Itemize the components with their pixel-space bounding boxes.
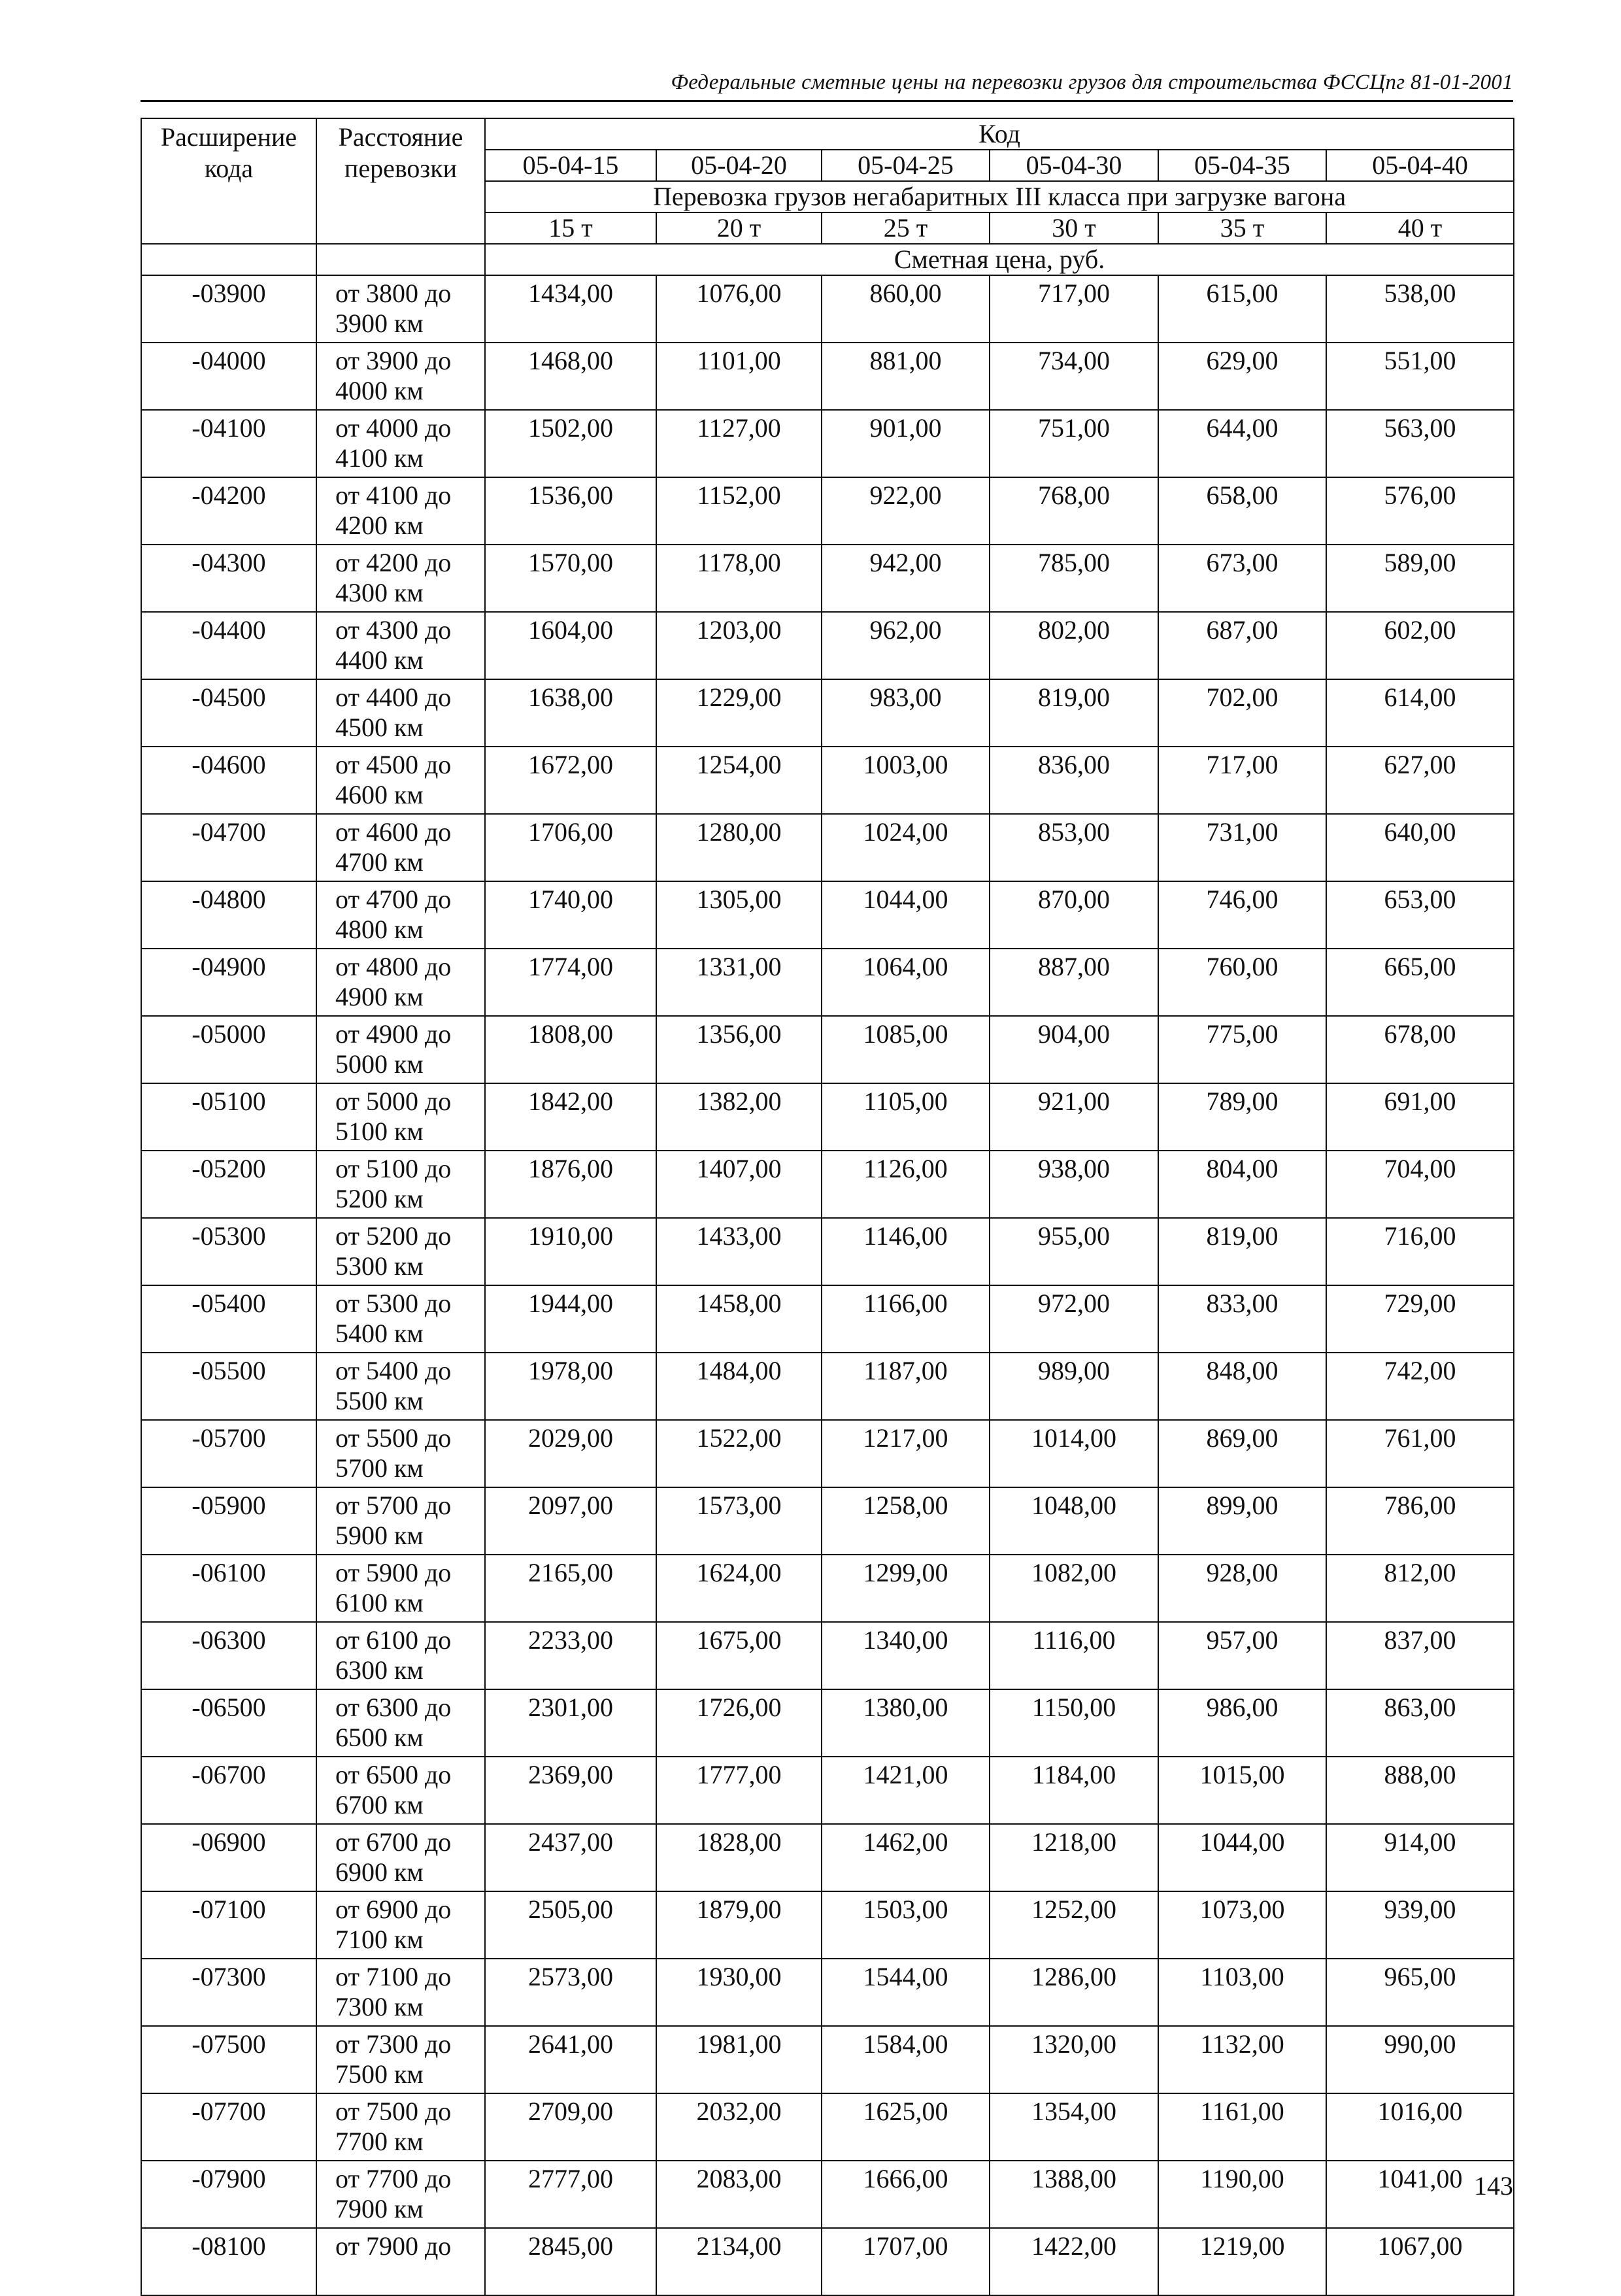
header-price-label: Сметная цена, руб. (485, 244, 1514, 275)
price-cell: 1305,00 (656, 881, 822, 949)
price-cell: 614,00 (1326, 679, 1514, 747)
price-cell: 678,00 (1326, 1016, 1514, 1083)
price-cell: 914,00 (1326, 1824, 1514, 1891)
price-cell: 1879,00 (656, 1891, 822, 1959)
code-extension-cell: -04500 (141, 679, 316, 747)
price-cell: 1573,00 (656, 1487, 822, 1555)
header-load: 15 т (485, 212, 656, 244)
table-row (141, 1824, 1514, 1891)
distance-cell: от 6700 до 6900 км (316, 1824, 485, 1891)
distance-cell: от 6300 до 6500 км (316, 1689, 485, 1757)
table-row (141, 410, 1514, 477)
table-row (141, 1622, 1514, 1689)
price-cell: 836,00 (990, 747, 1158, 814)
table-head (141, 118, 1514, 275)
distance-cell: от 7700 до 7900 км (316, 2161, 485, 2228)
header-spacer (316, 244, 485, 275)
price-cell: 1127,00 (656, 410, 822, 477)
price-cell: 734,00 (990, 343, 1158, 410)
price-cell: 1132,00 (1158, 2026, 1326, 2093)
distance-cell: от 7100 до 7300 км (316, 1959, 485, 2026)
price-cell: 1014,00 (990, 1420, 1158, 1487)
code-extension-cell: -04200 (141, 477, 316, 545)
price-cell: 1536,00 (485, 477, 656, 545)
distance-cell: от 7500 до 7700 км (316, 2093, 485, 2161)
price-cell: 2641,00 (485, 2026, 656, 2093)
price-cell: 658,00 (1158, 477, 1326, 545)
distance-cell: от 6500 до 6700 км (316, 1757, 485, 1824)
price-cell: 819,00 (1158, 1218, 1326, 1285)
code-extension-cell: -03900 (141, 275, 316, 343)
price-cell: 938,00 (990, 1151, 1158, 1218)
price-cell: 870,00 (990, 881, 1158, 949)
header-load: 40 т (1326, 212, 1514, 244)
price-cell: 922,00 (822, 477, 990, 545)
distance-cell: от 5400 до 5500 км (316, 1353, 485, 1420)
price-cell: 1407,00 (656, 1151, 822, 1218)
price-cell: 812,00 (1326, 1555, 1514, 1622)
distance-cell: от 4100 до 4200 км (316, 477, 485, 545)
price-cell: 786,00 (1326, 1487, 1514, 1555)
price-cell: 2134,00 (656, 2228, 822, 2295)
price-cell: 751,00 (990, 410, 1158, 477)
price-cell: 1625,00 (822, 2093, 990, 2161)
price-cell: 2165,00 (485, 1555, 656, 1622)
table-row (141, 814, 1514, 881)
price-cell: 990,00 (1326, 2026, 1514, 2093)
price-cell: 986,00 (1158, 1689, 1326, 1757)
price-cell: 775,00 (1158, 1016, 1326, 1083)
table-row (141, 1083, 1514, 1151)
table-row (141, 1353, 1514, 1420)
price-cell: 1356,00 (656, 1016, 822, 1083)
distance-cell: от 5700 до 5900 км (316, 1487, 485, 1555)
price-cell: 629,00 (1158, 343, 1326, 410)
price-cell: 673,00 (1158, 545, 1326, 612)
price-cell: 1910,00 (485, 1218, 656, 1285)
price-cell: 1076,00 (656, 275, 822, 343)
price-cell: 848,00 (1158, 1353, 1326, 1420)
distance-cell: от 6900 до 7100 км (316, 1891, 485, 1959)
header-rule (141, 100, 1513, 102)
header-distance: Расстояние перевозки (316, 118, 485, 244)
distance-cell: от 4000 до 4100 км (316, 410, 485, 477)
price-cell: 1203,00 (656, 612, 822, 679)
price-cell: 1672,00 (485, 747, 656, 814)
price-cell: 1320,00 (990, 2026, 1158, 2093)
distance-cell: от 5500 до 5700 км (316, 1420, 485, 1487)
price-cell: 965,00 (1326, 1959, 1514, 2026)
price-cell: 717,00 (1158, 747, 1326, 814)
price-cell: 1016,00 (1326, 2093, 1514, 2161)
price-cell: 1388,00 (990, 2161, 1158, 2228)
price-cell: 665,00 (1326, 949, 1514, 1016)
table-row (141, 1689, 1514, 1757)
price-cell: 640,00 (1326, 814, 1514, 881)
code-extension-cell: -05700 (141, 1420, 316, 1487)
price-cell: 1150,00 (990, 1689, 1158, 1757)
price-cell: 972,00 (990, 1285, 1158, 1353)
price-cell: 2301,00 (485, 1689, 656, 1757)
price-cell: 1073,00 (1158, 1891, 1326, 1959)
distance-cell: от 4400 до 4500 км (316, 679, 485, 747)
price-cell: 942,00 (822, 545, 990, 612)
code-extension-cell: -08100 (141, 2228, 316, 2295)
distance-cell: от 5900 до 6100 км (316, 1555, 485, 1622)
table-row (141, 2026, 1514, 2093)
price-cell: 1101,00 (656, 343, 822, 410)
price-cell: 1458,00 (656, 1285, 822, 1353)
price-table (141, 118, 1514, 2296)
price-cell: 1706,00 (485, 814, 656, 881)
table-row (141, 2161, 1514, 2228)
header-code-value: 05-04-15 (485, 150, 656, 181)
code-extension-cell: -05900 (141, 1487, 316, 1555)
price-cell: 989,00 (990, 1353, 1158, 1420)
distance-cell: от 6100 до 6300 км (316, 1622, 485, 1689)
code-extension-cell: -05300 (141, 1218, 316, 1285)
price-cell: 1740,00 (485, 881, 656, 949)
table-row (141, 2093, 1514, 2161)
price-cell: 1229,00 (656, 679, 822, 747)
table-row (141, 1555, 1514, 1622)
price-cell: 928,00 (1158, 1555, 1326, 1622)
table-row (141, 679, 1514, 747)
header-extension: Расширение кода (141, 118, 316, 244)
table-row (141, 1151, 1514, 1218)
price-cell: 921,00 (990, 1083, 1158, 1151)
price-cell: 1254,00 (656, 747, 822, 814)
price-cell: 2097,00 (485, 1487, 656, 1555)
price-cell: 691,00 (1326, 1083, 1514, 1151)
price-cell: 2845,00 (485, 2228, 656, 2295)
code-extension-cell: -07500 (141, 2026, 316, 2093)
header-code-value: 05-04-20 (656, 150, 822, 181)
table-row (141, 343, 1514, 410)
distance-cell: от 4300 до 4400 км (316, 612, 485, 679)
price-cell: 863,00 (1326, 1689, 1514, 1757)
distance-cell: от 7300 до 7500 км (316, 2026, 485, 2093)
price-cell: 1422,00 (990, 2228, 1158, 2295)
table-row (141, 1891, 1514, 1959)
table-row (141, 1487, 1514, 1555)
running-header: Федеральные сметные цены на перевозки грузов для строительства ФССЦпг 81-01-2001 (671, 71, 1513, 94)
table-row (141, 1218, 1514, 1285)
price-cell: 1105,00 (822, 1083, 990, 1151)
price-cell: 1280,00 (656, 814, 822, 881)
code-extension-cell: -07900 (141, 2161, 316, 2228)
price-cell: 702,00 (1158, 679, 1326, 747)
price-cell: 687,00 (1158, 612, 1326, 679)
price-cell: 2029,00 (485, 1420, 656, 1487)
price-cell: 1421,00 (822, 1757, 990, 1824)
price-cell: 901,00 (822, 410, 990, 477)
code-extension-cell: -04000 (141, 343, 316, 410)
price-cell: 731,00 (1158, 814, 1326, 881)
price-cell: 1462,00 (822, 1824, 990, 1891)
price-cell: 1726,00 (656, 1689, 822, 1757)
price-cell: 1944,00 (485, 1285, 656, 1353)
price-cell: 1331,00 (656, 949, 822, 1016)
distance-cell: от 5200 до 5300 км (316, 1218, 485, 1285)
price-cell: 1252,00 (990, 1891, 1158, 1959)
code-extension-cell: -06300 (141, 1622, 316, 1689)
distance-cell: от 5100 до 5200 км (316, 1151, 485, 1218)
distance-cell: от 7900 до (316, 2228, 485, 2295)
distance-cell: от 4600 до 4700 км (316, 814, 485, 881)
price-cell: 653,00 (1326, 881, 1514, 949)
price-cell: 1126,00 (822, 1151, 990, 1218)
price-cell: 2573,00 (485, 1959, 656, 2026)
price-cell: 1067,00 (1326, 2228, 1514, 2295)
price-cell: 1218,00 (990, 1824, 1158, 1891)
header-load: 25 т (822, 212, 990, 244)
price-cell: 1103,00 (1158, 1959, 1326, 2026)
price-cell: 538,00 (1326, 275, 1514, 343)
code-extension-cell: -04800 (141, 881, 316, 949)
price-cell: 1219,00 (1158, 2228, 1326, 2295)
table-row (141, 1285, 1514, 1353)
header-code-value: 05-04-40 (1326, 150, 1514, 181)
price-cell: 1044,00 (1158, 1824, 1326, 1891)
price-cell: 1041,00 (1326, 2161, 1514, 2228)
code-extension-cell: -05400 (141, 1285, 316, 1353)
code-extension-cell: -06700 (141, 1757, 316, 1824)
price-cell: 860,00 (822, 275, 990, 343)
price-cell: 1876,00 (485, 1151, 656, 1218)
price-cell: 888,00 (1326, 1757, 1514, 1824)
header-code-value: 05-04-35 (1158, 150, 1326, 181)
price-cell: 2032,00 (656, 2093, 822, 2161)
price-cell: 729,00 (1326, 1285, 1514, 1353)
distance-cell: от 5000 до 5100 км (316, 1083, 485, 1151)
table-row (141, 881, 1514, 949)
price-cell: 1468,00 (485, 343, 656, 410)
header-cargo-description: Перевозка грузов негабаритных III класса при загрузке вагона (485, 181, 1514, 212)
price-cell: 716,00 (1326, 1218, 1514, 1285)
distance-cell: от 4700 до 4800 км (316, 881, 485, 949)
price-cell: 1116,00 (990, 1622, 1158, 1689)
price-cell: 887,00 (990, 949, 1158, 1016)
price-cell: 746,00 (1158, 881, 1326, 949)
distance-cell: от 3800 до 3900 км (316, 275, 485, 343)
price-cell: 1675,00 (656, 1622, 822, 1689)
code-extension-cell: -04300 (141, 545, 316, 612)
price-cell: 1978,00 (485, 1353, 656, 1420)
price-cell: 1187,00 (822, 1353, 990, 1420)
price-cell: 1777,00 (656, 1757, 822, 1824)
price-cell: 1544,00 (822, 1959, 990, 2026)
table-row (141, 1016, 1514, 1083)
price-cell: 1828,00 (656, 1824, 822, 1891)
table-row (141, 1420, 1514, 1487)
table-row (141, 747, 1514, 814)
code-extension-cell: -04700 (141, 814, 316, 881)
header-load: 35 т (1158, 212, 1326, 244)
price-cell: 904,00 (990, 1016, 1158, 1083)
price-cell: 1434,00 (485, 275, 656, 343)
price-cell: 644,00 (1158, 410, 1326, 477)
price-cell: 2505,00 (485, 1891, 656, 1959)
price-cell: 1808,00 (485, 1016, 656, 1083)
price-cell: 819,00 (990, 679, 1158, 747)
table-row (141, 275, 1514, 343)
price-cell: 1484,00 (656, 1353, 822, 1420)
price-cell: 1380,00 (822, 1689, 990, 1757)
price-cell: 589,00 (1326, 545, 1514, 612)
price-cell: 1048,00 (990, 1487, 1158, 1555)
price-cell: 1161,00 (1158, 2093, 1326, 2161)
price-cell: 837,00 (1326, 1622, 1514, 1689)
price-cell: 1024,00 (822, 814, 990, 881)
price-cell: 1666,00 (822, 2161, 990, 2228)
price-cell: 1003,00 (822, 747, 990, 814)
code-extension-cell: -07100 (141, 1891, 316, 1959)
price-cell: 1584,00 (822, 2026, 990, 2093)
price-cell: 704,00 (1326, 1151, 1514, 1218)
price-cell: 1184,00 (990, 1757, 1158, 1824)
price-cell: 1981,00 (656, 2026, 822, 2093)
price-cell: 2437,00 (485, 1824, 656, 1891)
price-cell: 1842,00 (485, 1083, 656, 1151)
code-extension-cell: -04900 (141, 949, 316, 1016)
price-cell: 1146,00 (822, 1218, 990, 1285)
distance-cell: от 4500 до 4600 км (316, 747, 485, 814)
code-extension-cell: -06100 (141, 1555, 316, 1622)
price-cell: 563,00 (1326, 410, 1514, 477)
price-cell: 1166,00 (822, 1285, 990, 1353)
header-load: 20 т (656, 212, 822, 244)
code-extension-cell: -07300 (141, 1959, 316, 2026)
price-cell: 1064,00 (822, 949, 990, 1016)
code-extension-cell: -04100 (141, 410, 316, 477)
price-cell: 802,00 (990, 612, 1158, 679)
code-extension-cell: -05000 (141, 1016, 316, 1083)
code-extension-cell: -06900 (141, 1824, 316, 1891)
price-cell: 1082,00 (990, 1555, 1158, 1622)
distance-cell: от 4800 до 4900 км (316, 949, 485, 1016)
code-extension-cell: -05100 (141, 1083, 316, 1151)
price-cell: 1503,00 (822, 1891, 990, 1959)
price-cell: 881,00 (822, 343, 990, 410)
price-cell: 1178,00 (656, 545, 822, 612)
code-extension-cell: -04600 (141, 747, 316, 814)
table-row (141, 612, 1514, 679)
price-cell: 1522,00 (656, 1420, 822, 1487)
price-cell: 576,00 (1326, 477, 1514, 545)
price-cell: 1044,00 (822, 881, 990, 949)
price-cell: 1382,00 (656, 1083, 822, 1151)
table-row (141, 2228, 1514, 2295)
price-cell: 1299,00 (822, 1555, 990, 1622)
price-cell: 2777,00 (485, 2161, 656, 2228)
price-cell: 939,00 (1326, 1891, 1514, 1959)
price-cell: 1354,00 (990, 2093, 1158, 2161)
price-cell: 2709,00 (485, 2093, 656, 2161)
price-cell: 1258,00 (822, 1487, 990, 1555)
price-cell: 1217,00 (822, 1420, 990, 1487)
price-cell: 1638,00 (485, 679, 656, 747)
code-extension-cell: -04400 (141, 612, 316, 679)
price-cell: 804,00 (1158, 1151, 1326, 1218)
price-cell: 742,00 (1326, 1353, 1514, 1420)
price-cell: 957,00 (1158, 1622, 1326, 1689)
header-code-value: 05-04-30 (990, 150, 1158, 181)
distance-cell: от 4200 до 4300 км (316, 545, 485, 612)
table-row (141, 477, 1514, 545)
price-cell: 768,00 (990, 477, 1158, 545)
price-cell: 869,00 (1158, 1420, 1326, 1487)
price-cell: 615,00 (1158, 275, 1326, 343)
table-row (141, 1757, 1514, 1824)
price-cell: 2233,00 (485, 1622, 656, 1689)
price-cell: 717,00 (990, 275, 1158, 343)
distance-cell: от 3900 до 4000 км (316, 343, 485, 410)
header-load: 30 т (990, 212, 1158, 244)
price-cell: 785,00 (990, 545, 1158, 612)
price-cell: 1015,00 (1158, 1757, 1326, 1824)
price-cell: 2083,00 (656, 2161, 822, 2228)
code-extension-cell: -06500 (141, 1689, 316, 1757)
code-extension-cell: -05500 (141, 1353, 316, 1420)
distance-cell: от 5300 до 5400 км (316, 1285, 485, 1353)
price-cell: 761,00 (1326, 1420, 1514, 1487)
price-cell: 627,00 (1326, 747, 1514, 814)
price-cell: 789,00 (1158, 1083, 1326, 1151)
page-number: 143 (1474, 2171, 1513, 2201)
price-cell: 1152,00 (656, 477, 822, 545)
price-cell: 1286,00 (990, 1959, 1158, 2026)
price-cell: 1707,00 (822, 2228, 990, 2295)
price-cell: 853,00 (990, 814, 1158, 881)
price-cell: 1774,00 (485, 949, 656, 1016)
price-cell: 1085,00 (822, 1016, 990, 1083)
price-cell: 899,00 (1158, 1487, 1326, 1555)
header-spacer (141, 244, 316, 275)
code-extension-cell: -07700 (141, 2093, 316, 2161)
price-cell: 833,00 (1158, 1285, 1326, 1353)
price-cell: 962,00 (822, 612, 990, 679)
header-code-value: 05-04-25 (822, 150, 990, 181)
price-cell: 2369,00 (485, 1757, 656, 1824)
price-cell: 1570,00 (485, 545, 656, 612)
table-row (141, 949, 1514, 1016)
table-body (141, 275, 1514, 2295)
price-cell: 1624,00 (656, 1555, 822, 1622)
price-cell: 1340,00 (822, 1622, 990, 1689)
price-cell: 551,00 (1326, 343, 1514, 410)
price-cell: 760,00 (1158, 949, 1326, 1016)
price-cell: 1502,00 (485, 410, 656, 477)
code-extension-cell: -05200 (141, 1151, 316, 1218)
price-cell: 983,00 (822, 679, 990, 747)
price-cell: 1433,00 (656, 1218, 822, 1285)
price-cell: 602,00 (1326, 612, 1514, 679)
header-code: Код (485, 118, 1514, 150)
distance-cell: от 4900 до 5000 км (316, 1016, 485, 1083)
price-cell: 955,00 (990, 1218, 1158, 1285)
price-cell: 1604,00 (485, 612, 656, 679)
table-row (141, 1959, 1514, 2026)
table-row (141, 545, 1514, 612)
price-cell: 1930,00 (656, 1959, 822, 2026)
price-cell: 1190,00 (1158, 2161, 1326, 2228)
